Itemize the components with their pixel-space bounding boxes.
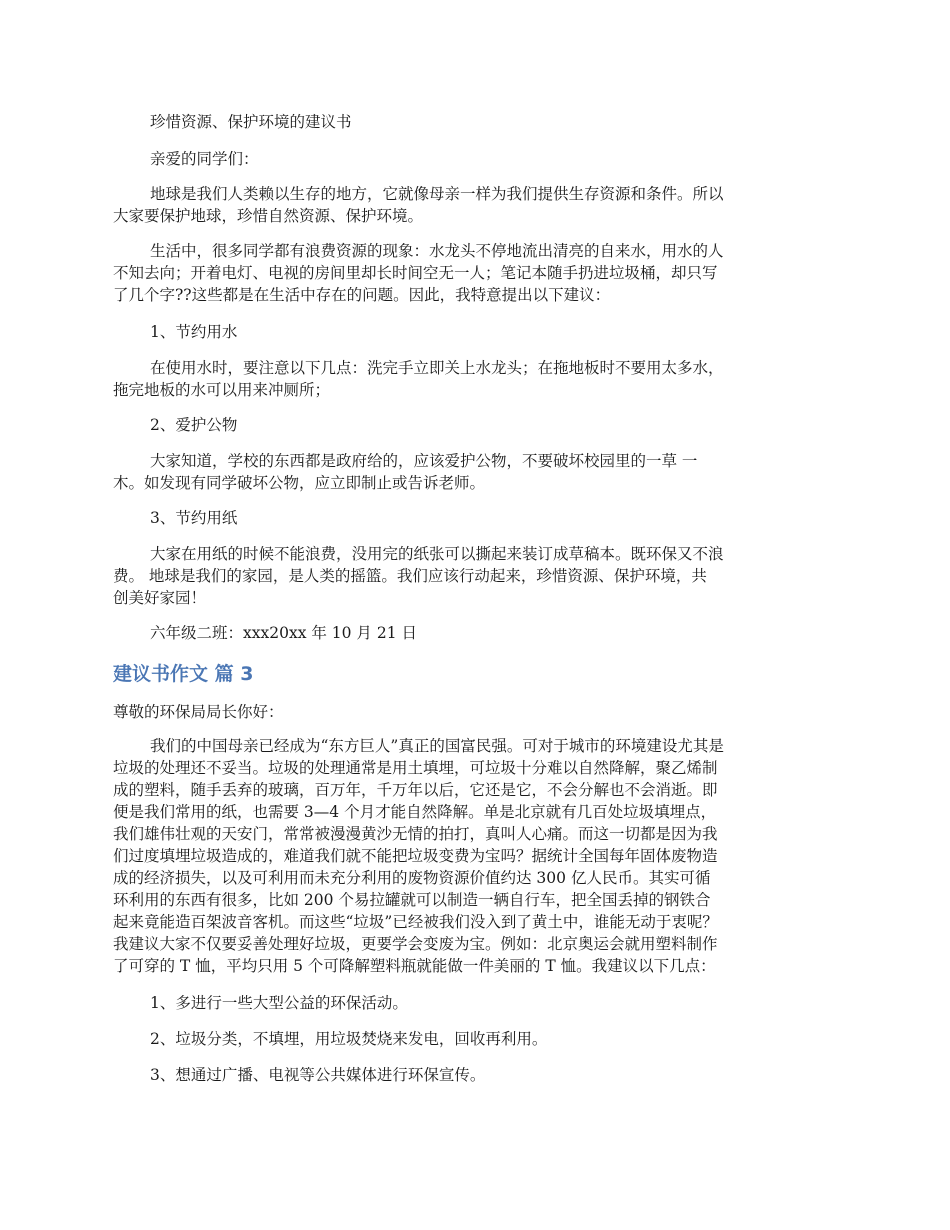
list-item: 2、垃圾分类，不填埋，用垃圾焚烧来发电，回收再利用。 xyxy=(150,1030,548,1048)
point-3-heading: 3、节约用纸 xyxy=(150,509,238,527)
point-2-heading: 2、爱护公物 xyxy=(150,416,238,434)
paragraph-3: 在使用水时，要注意以下几点：洗完手立即关上水龙头；在拖地板时不要用太多水， 拖完地板的水可以用来冲厕所； xyxy=(113,359,724,399)
section-paragraph: 我们的中国母亲已经成为“东方巨人”真正的国富民强。可对于城市的环境建设尤其是 垃圾的处理还不妥当。垃圾的处理通常是用土填埋，可垃圾十分难以自然降解，聚乙烯制 成的塑料，随手丢弃的玻璃，百万年，千万年以后，它还是它，不会分解也不会消逝。即 便是我们常用的纸，也需要 3—4 个月才能自然降解。单是北京就有几百处垃圾填埋点， 我们雄伟壮观的天安门，常常被漫漫黄沙无情的拍打，真叫人心痛。而这一切都是因为我 们过度填埋垃圾造成的，难道我们就不能把垃圾变费为宝吗？据统计全国每年固体废物造 成的经济损失，以及可利用而未充分利用的废物资源价值约达 300 亿人民币。其实可循 环利用的东西有很多，比如 200 个易拉罐就可以制造一辆自行车，把全国丢掉的钢铁合 起来竟能造百架波音客机。而这些“垃圾”已经被我们没入到了黄土中，谁能无动于衷呢？ 我建议大家不仅要妥善处理好垃圾，更要学会变废为宝。例如：北京奥运会就用塑料制作 了可穿的 T 恤，平均只用 5 个可降解塑料瓶就能做一件美丽的 T 恤。我建议以下几点： xyxy=(113,737,724,975)
paragraph-1: 地球是我们人类赖以生存的地方，它就像母亲一样为我们提供生存资源和条件。所以 大家要保护地球，珍惜自然资源、保护环境。 xyxy=(113,185,724,225)
list-item: 3、想通过广播、电视等公共媒体进行环保宣传。 xyxy=(150,1066,486,1084)
paragraph-2: 生活中，很多同学都有浪费资源的现象：水龙头不停地流出清亮的自来水，用水的人 不知去向；开着电灯、电视的房间里却长时间空无一人；笔记本随手扔进垃圾桶，却只写 了几个字??这些都是在生活中存在的问题。因此，我特意提出以下建议： xyxy=(113,242,724,304)
section-heading: 建议书作文 篇 3 xyxy=(113,663,254,685)
doc-greeting: 亲爱的同学们： xyxy=(150,150,259,168)
point-1-heading: 1、节约用水 xyxy=(150,323,238,341)
paragraph-5: 大家在用纸的时候不能浪费，没用完的纸张可以撕起来装订成草稿本。既环保又不浪 费。 地球是我们的家园，是人类的摇篮。我们应该行动起来，珍惜资源、保护环境，共 创美好家园！ xyxy=(113,545,724,607)
doc-title: 珍惜资源、保护环境的建议书 xyxy=(150,113,352,131)
list-item: 1、多进行一些大型公益的环保活动。 xyxy=(150,994,408,1012)
signature-line: 六年级二班：xxx20xx 年 10 月 21 日 xyxy=(150,624,418,642)
paragraph-4: 大家知道，学校的东西都是政府给的，应该爱护公物，不要破坏校园里的一草 一 木。如发现有同学破坏公物，应立即制止或告诉老师。 xyxy=(113,452,698,492)
section-greeting: 尊敬的环保局局长你好： xyxy=(113,703,284,721)
